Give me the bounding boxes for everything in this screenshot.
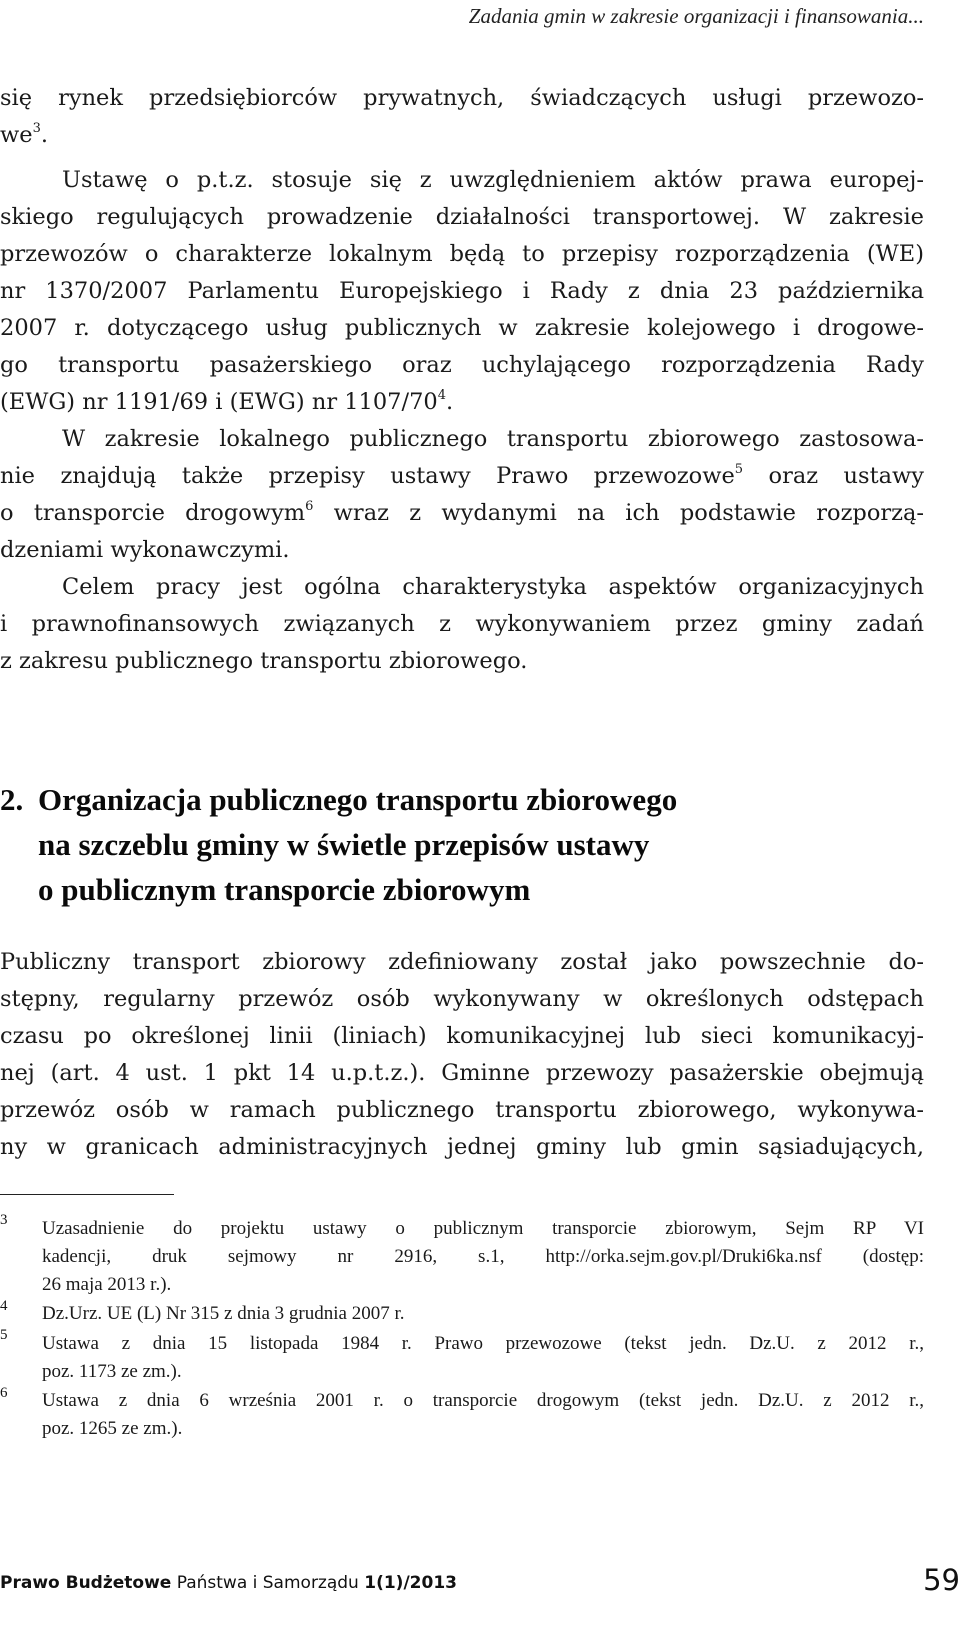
footnote-number: 6 — [0, 1385, 8, 1401]
footnote-ref: 4 — [437, 388, 446, 403]
section-heading-line: Organizacja publicznego transportu zbiorowego — [38, 782, 678, 817]
footnote-line: poz. 1173 ze zm.). — [42, 1361, 182, 1382]
body-line: dzeniami wykonawczymi. — [0, 537, 290, 563]
body-line: z zakresu publicznego transportu zbiorowego. — [0, 648, 528, 674]
page-number: 59 — [923, 1563, 960, 1597]
footnote-line: poz. 1265 ze zm.). — [42, 1418, 183, 1439]
body-line: i prawnofinansowych związanych z wykonywaniem przez gminy zadań — [0, 611, 924, 637]
footnote-line: Ustawa z dnia 6 września 2001 r. o transporcie drogowym (tekst jedn. Dz.U. z 2012 r., — [42, 1390, 924, 1411]
journal-footer — [0, 1573, 457, 1593]
body-line: przewozów o charakterze lokalnym będą to przepisy rozporządzenia (WE) — [0, 241, 924, 267]
body-line: czasu po określonej linii (liniach) komunikacyjnej lub sieci komunikacyj- — [0, 1023, 924, 1049]
footnote-ref: 3 — [32, 121, 41, 136]
section-heading-line: o publicznym transporcie zbiorowym — [38, 872, 531, 907]
footnote-line: Ustawa z dnia 15 listopada 1984 r. Prawo przewozowe (tekst jedn. Dz.U. z 2012 r., — [42, 1333, 924, 1354]
footnote-line: 26 maja 2013 r.). — [42, 1274, 172, 1295]
body-line: (EWG) nr 1191/69 i (EWG) nr $1107/70^4$. — [0, 388, 454, 415]
body-line: nie znajdują także przepisy ustawy Prawo przewozowe$^5$ oraz ustawy — [0, 462, 924, 489]
footnote-number: 4 — [0, 1298, 8, 1314]
running-header: Zadania gmin w zakresie organizacji i finansowania... — [468, 4, 924, 28]
body-line: stępny, regularny przewóz osób wykonywany w określonych odstępach — [0, 986, 924, 1012]
footnote-line: Dz.Urz. UE (L) Nr 315 z dnia 3 grudnia 2007 r. — [42, 1303, 405, 1324]
footnote-ref: 6 — [305, 499, 314, 514]
footnote-ref: 5 — [734, 462, 744, 477]
body-line: $we^3$. — [0, 121, 49, 148]
footnote-line: kadencji, druk sejmowy nr 2916, s.1, http://orka.sejm.gov.pl/Druki6ka.nsf (dostęp: — [42, 1246, 924, 1267]
journal-subtitle: Państwa i Samorządu — [171, 1573, 365, 1593]
footnote-number: 5 — [0, 1327, 8, 1343]
journal-issue: 1(1)/2013 — [364, 1573, 457, 1593]
body-line: nr 1370/2007 Parlamentu Europejskiego i Rady z dnia 23 października — [0, 278, 924, 304]
body-line: Publiczny transport zbiorowy zdefiniowany został jako powszechnie do- — [0, 949, 924, 975]
section-number: 2. — [0, 782, 24, 817]
body-line: się rynek przedsiębiorców prywatnych, świadczących usługi przewozo- — [0, 85, 924, 111]
body-line: skiego regulujących prowadzenie działalności transportowej. W zakresie — [0, 204, 924, 230]
body-line: Celem pracy jest ogólna charakterystyka aspektów organizacyjnych — [62, 574, 924, 600]
footnote-number: 3 — [0, 1212, 8, 1228]
body-line: 2007 r. dotyczącego usług publicznych w zakresie kolejowego i drogowe- — [0, 315, 924, 341]
body-line: W zakresie lokalnego publicznego transportu zbiorowego zastosowa- — [62, 426, 924, 452]
body-line: nej (art. 4 ust. 1 pkt 14 u.p.t.z.). Gminne przewozy pasażerskie obejmują — [0, 1060, 924, 1086]
footnote-separator — [0, 1194, 174, 1195]
body-line: Ustawę o p.t.z. stosuje się z uwzględnieniem aktów prawa europej- — [62, 167, 924, 193]
body-line: ny w granicach administracyjnych jednej gminy lub gmin sąsiadujących, — [0, 1134, 924, 1160]
body-line: go transportu pasażerskiego oraz uchylającego rozporządzenia Rady — [0, 352, 924, 378]
footnote-line: Uzasadnienie do projektu ustawy o publicznym transporcie zbiorowym, Sejm RP VI — [42, 1218, 924, 1239]
body-line: o transporcie drogowym$^6$ wraz z wydanymi na ich podstawie rozporzą- — [0, 499, 924, 526]
section-heading-line: na szczeblu gminy w świetle przepisów ustawy — [38, 827, 650, 862]
body-line: przewóz osób w ramach publicznego transportu zbiorowego, wykonywa- — [0, 1097, 924, 1123]
journal-name: Prawo Budżetowe — [0, 1573, 172, 1593]
